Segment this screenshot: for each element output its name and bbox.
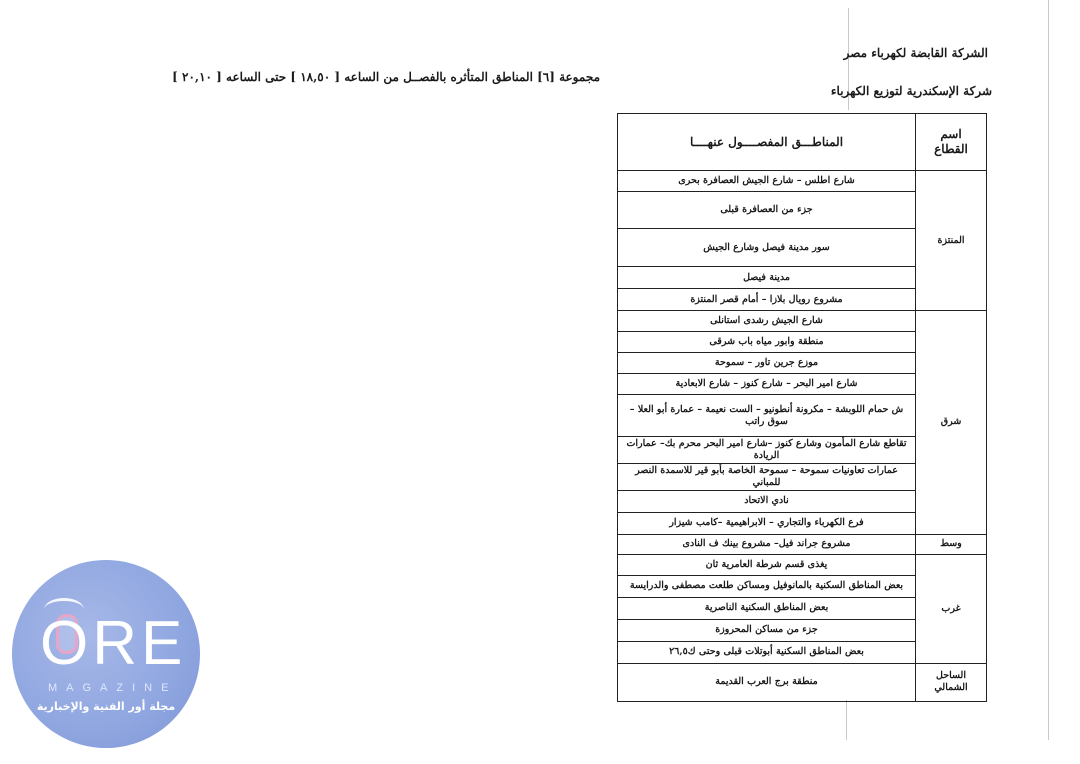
area-cell: مشروع رويال بلازا – أمام قصر المنتزة (618, 289, 916, 311)
area-cell: بعض المناطق السكنية الناصرية (618, 597, 916, 619)
sector-cell: المنتزة (916, 171, 987, 311)
area-cell: منطقة برج العرب القديمة (618, 663, 916, 701)
outage-table (617, 113, 987, 702)
area-cell: ش حمام اللوبشة – مكرونة أنطونيو – الست نعيمة – عمارة أبو العلا – سوق راتب (618, 395, 916, 437)
company-distribution: شركة الإسكندرية لتوزيع الكهرباء (830, 84, 992, 98)
area-cell: بعض المناطق السكنية بالمانوفيل ومساكن طلعت مصطفى والدرايسة (618, 575, 916, 597)
area-cell: عمارات تعاونيات سموحة – سموحة الخاصة بأبو قير للاسمدة النصر للمباني (618, 463, 916, 490)
area-cell: شارع اطلس – شارع الجيش العصافرة بحرى (618, 171, 916, 192)
area-cell: يغذى قسم شرطة العامرية ثان (618, 554, 916, 575)
area-cell: نادي الاتحاد (618, 490, 916, 512)
area-cell: فرع الكهرباء والتجاري – الابراهيمية –كامب شيزار (618, 512, 916, 534)
area-cell: سور مدينة فيصل وشارع الجيش (618, 229, 916, 267)
sector-cell: غرب (916, 554, 987, 663)
sector-column-header: اسم القطاع (916, 114, 987, 171)
ore-magazine-logo (12, 560, 200, 748)
sector-cell: وسط (916, 534, 987, 554)
areas-column-header: المناطـــق المفصــــول عنهــــا (618, 114, 916, 171)
company-holding: الشركة القابضة لكهرباء مصر (843, 46, 988, 60)
area-cell: مدينة فيصل (618, 267, 916, 289)
area-cell: تقاطع شارع المأمون وشارع كنوز –شارع امير البحر محرم بك– عمارات الريادة (618, 437, 916, 464)
area-cell: مشروع جراند فيل– مشروع بينك ف النادى (618, 534, 916, 554)
area-cell: موزع جرين تاور – سموحة (618, 353, 916, 374)
page-edge-line (846, 700, 847, 740)
sector-cell: شرق (916, 311, 987, 535)
logo-subtitle: MAGAZINE (48, 682, 178, 694)
area-cell: شارع الجيش رشدى استانلى (618, 311, 916, 332)
group-title: مجموعة [٦] المناطق المتأثره بالفصــل من الساعه [ ١٨,٥٠ ] حتى الساعه [ ٢٠,١٠ ] (172, 70, 600, 84)
sector-cell: الساحل الشمالي (916, 663, 987, 701)
logo-wordmark: ORE (40, 609, 187, 678)
logo-tagline: مجلة أور الفنية والإخبارية (36, 700, 176, 713)
area-cell: شارع امير البحر – شارع كنوز – شارع الابعادية (618, 374, 916, 395)
area-cell: بعض المناطق السكنية أبوتلات قبلى وحتى ك٢٦,٥ (618, 641, 916, 663)
area-cell: جزء من مساكن المحروزة (618, 619, 916, 641)
page-edge-line (1048, 0, 1049, 740)
area-cell: منطقة وابور مياه باب شرقى (618, 332, 916, 353)
area-cell: جزء من العصافرة قبلى (618, 192, 916, 229)
